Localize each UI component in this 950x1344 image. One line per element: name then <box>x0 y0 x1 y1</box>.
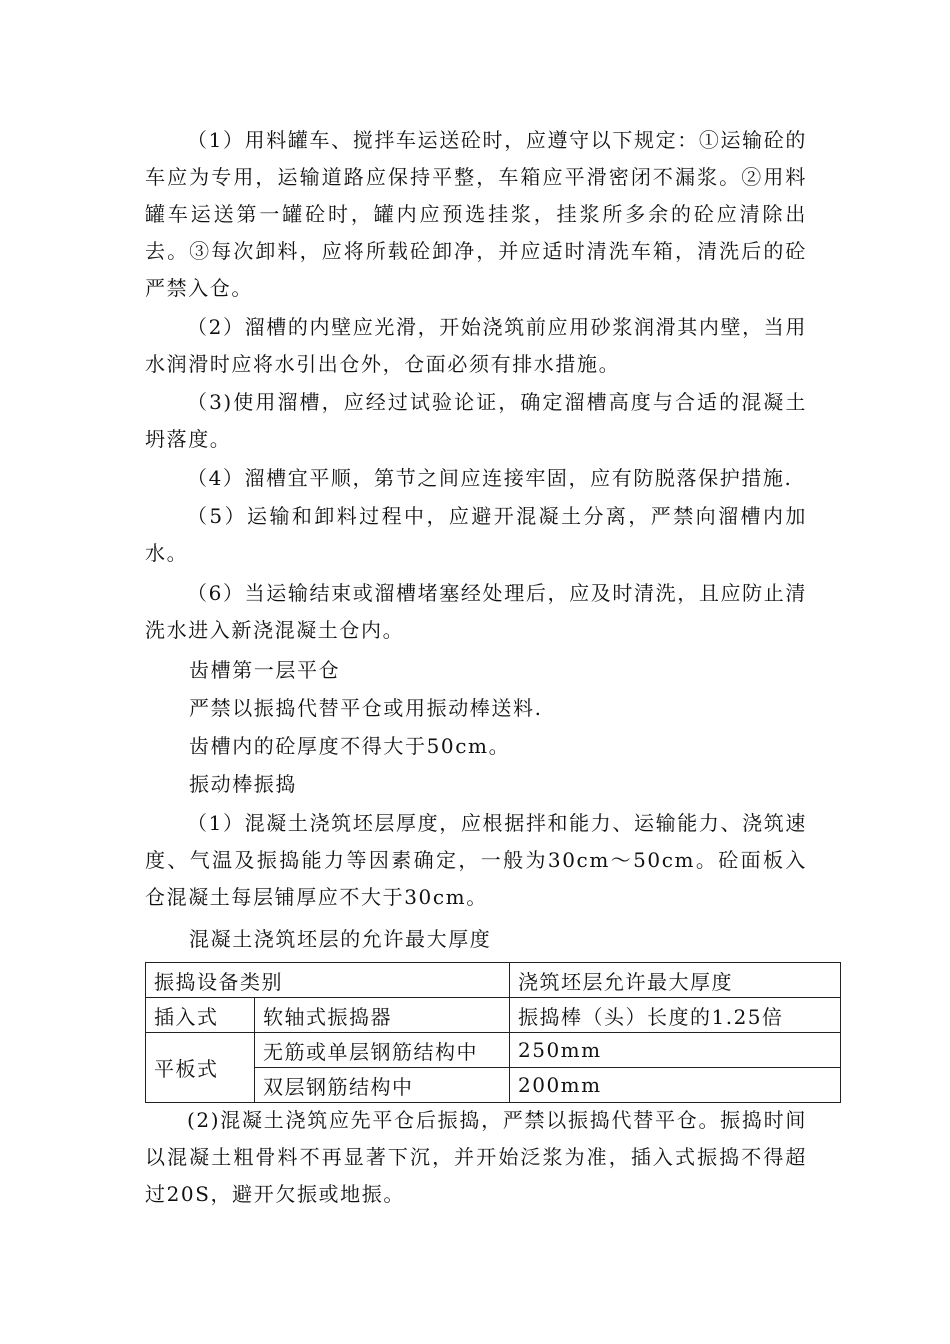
paragraph-chute-wall: （2）溜槽的内壁应光滑，开始浇筑前应用砂浆润滑其内壁，当用水润滑时应将水引出仓外，仓面必须有排水措施。 <box>145 315 807 376</box>
table-cell-subtype: 双层钢筋结构中 <box>255 1068 510 1103</box>
table-header-thickness: 浇筑坯层允许最大厚度 <box>510 963 841 998</box>
table-cell-subtype: 软轴式振捣器 <box>255 998 510 1033</box>
table-row <box>146 1033 841 1068</box>
table-header-equipment: 振捣设备类别 <box>146 963 510 998</box>
line-thickness-limit: 齿槽内的砼厚度不得大于50cm。 <box>189 734 511 758</box>
table-row <box>146 998 841 1033</box>
paragraph-transport-rules: （1）用料罐车、搅拌车运送砼时，应遵守以下规定：①运输砼的车应为专用，运输道路应保持平整，车箱应平滑密闭不漏浆。②用料罐车运送第一罐砼时，罐内应预选挂浆，挂浆所多余的砼应清除出去。③每次卸料，应将所载砼卸净，并应适时清洗车箱，清洗后的砼严禁入仓。 <box>145 128 807 300</box>
paragraph-vibration-time: (2)混凝土浇筑应先平仓后振捣，严禁以振捣代替平仓。振捣时间以混凝土粗骨料不再显著下沉，并开始泛浆为准，插入式振捣不得超过20S，避开欠振或地振。 <box>145 1108 807 1206</box>
paragraph-chute-joint: （4）溜槽宜平顺，第节之间应连接牢固，应有防脱落保护措施. <box>187 466 793 490</box>
table-cell-type: 平板式 <box>146 1033 255 1103</box>
table-cell-value: 250mm <box>510 1033 841 1068</box>
paragraph-unloading: （5）运输和卸料过程中，应避开混凝土分离，严禁向溜槽内加水。 <box>145 504 807 565</box>
heading-vibrator: 振动棒振捣 <box>189 772 297 796</box>
table-cell-value: 振捣棒（头）长度的1.25倍 <box>510 998 841 1033</box>
paragraph-layer-thickness: （1）混凝土浇筑坯层厚度，应根据拌和能力、运输能力、浇筑速度、气温及振捣能力等因素确定，一般为30cm～50cm。砼面板入仓混凝土每层铺厚应不大于30cm。 <box>145 811 807 909</box>
table-cell-type: 插入式 <box>146 998 255 1033</box>
table-header-row <box>146 963 841 998</box>
paragraph-cleaning: （6）当运输结束或溜槽堵塞经处理后，应及时清洗，且应防止清洗水进入新浇混凝土仓内。 <box>145 581 807 642</box>
line-no-vibrator-feed: 严禁以振捣代替平仓或用振动棒送料. <box>189 696 543 720</box>
table-title: 混凝土浇筑坯层的允许最大厚度 <box>189 927 492 951</box>
heading-first-layer: 齿槽第一层平仓 <box>189 658 341 682</box>
paragraph-chute-test: （3)使用溜槽，应经过试验论证，确定溜槽高度与合适的混凝土坍落度。 <box>145 390 807 451</box>
table-cell-subtype: 无筋或单层钢筋结构中 <box>255 1033 510 1068</box>
thickness-table <box>145 962 841 1103</box>
table-cell-value: 200mm <box>510 1068 841 1103</box>
